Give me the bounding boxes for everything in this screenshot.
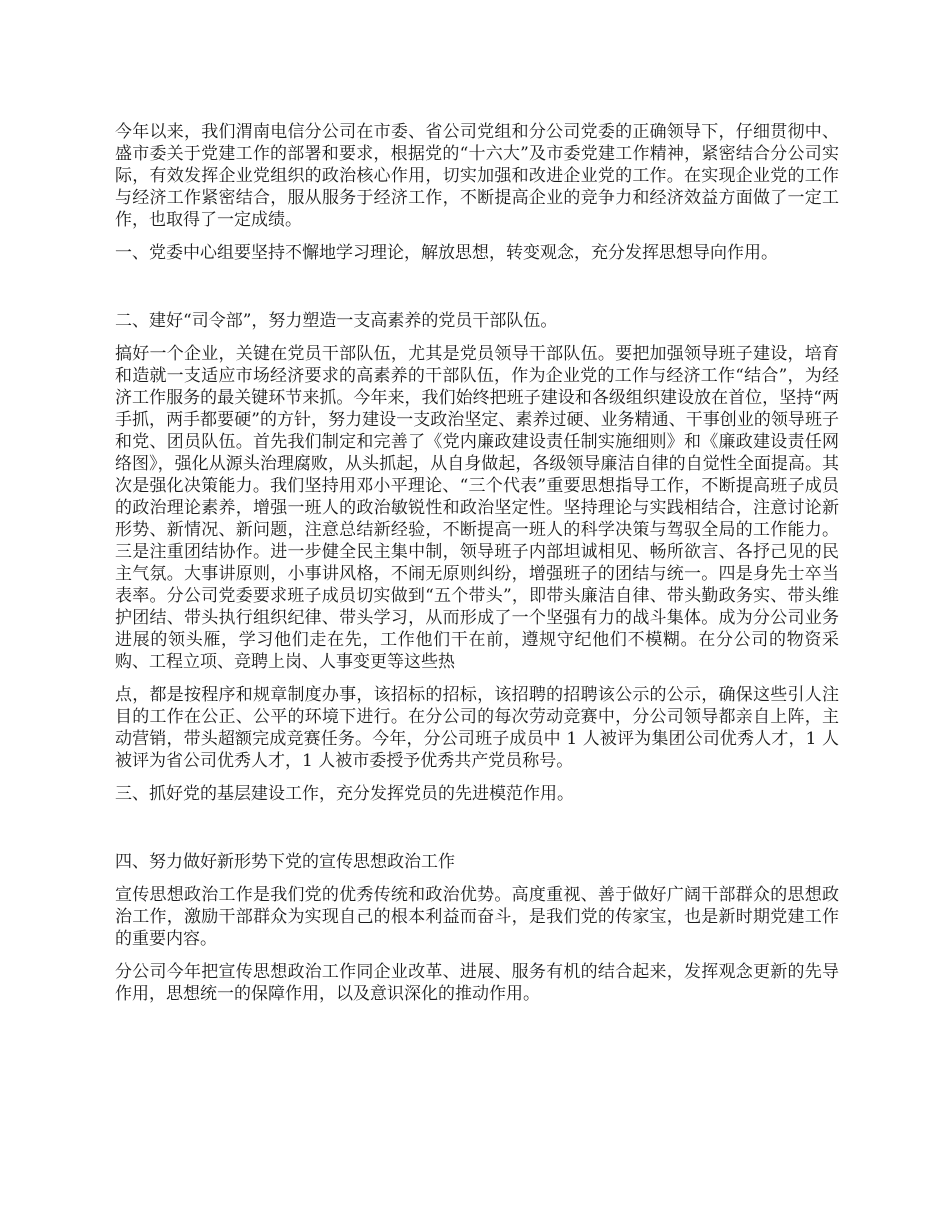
- section-4-paragraph-2: 分公司今年把宣传思想政治工作同企业改革、进展、服务有机的结合起来，发挥观念更新的先导作用，思想统一的保障作用，以及意识深化的推动作用。: [115, 962, 839, 1004]
- spacer: [115, 950, 839, 961]
- intro-paragraph: 今年以来，我们渭南电信分公司在市委、省公司党组和分公司党委的正确领导下，仔细贯彻中、盛市委关于党建工作的部署和要求，根据党的“十六大”及市委党建工作精神，紧密结合分公司实际，有效发挥企业党组织的政治核心作用，切实加强和改进企业党的工作。在实现企业党的工作与经济工作紧密结合，服从服务于经济工作，不断提高企业的竞争力和经济效益方面做了一定工作，也取得了一定成绩。: [115, 122, 839, 230]
- spacer: [115, 805, 839, 851]
- section-heading-4: 四、努力做好新形势下党的宣传思想政治工作: [115, 852, 455, 872]
- document-body: [115, 121, 839, 1005]
- spacer: [115, 873, 839, 884]
- spacer: [115, 231, 839, 242]
- section-4-paragraph-1: 宣传思想政治工作是我们党的优秀传统和政治优势。高度重视、善于做好广阔干部群众的思想政治工作，激励干部群众为实现自己的根本利益而奋斗，是我们党的传家宝，也是新时期党建工作的重要内容。: [115, 885, 839, 949]
- section-heading-3: 三、抓好党的基层建设工作，充分发挥党员的先进模范作用。: [115, 784, 574, 804]
- section-heading-1: 一、党委中心组要坚持不懈地学习理论，解放思想，转变观念，充分发挥思想导向作用。: [115, 243, 778, 263]
- spacer: [115, 772, 839, 783]
- spacer: [115, 673, 839, 684]
- spacer: [115, 332, 839, 343]
- section-2-paragraph-1: 搞好一个企业，关键在党员干部队伍，尤其是党员领导干部队伍。要把加强领导班子建设，培育和造就一支适应市场经济要求的高素养的干部队伍，作为企业党的工作与经济工作“结合”，为经济工作服务的最关键环节来抓。今年来，我们始终把班子建设和各级组织建设放在首位，坚持“两手抓，两手都要硬”的方针，努力建设一支政治坚定、素养过硬、业务精通、干事创业的领导班子和党、团员队伍。首先我们制定和完善了《党内廉政建设责任制实施细则》和《廉政建设责任网络图》，强化从源头治理腐败，从头抓起，从自身做起，各级领导廉洁自律的自觉性全面提高。其次是强化决策能力。我们坚持用邓小平理论、“三个代表”重要思想指导工作，不断提高班子成员的政治理论素养，增强一班人的政治敏锐性和政治坚定性。坚持理论与实践相结合，注意讨论新形势、新情况、新问题，注意总结新经验，不断提高一班人的科学决策与驾驭全局的工作能力。三是注重团结协作。进一步健全民主集中制，领导班子内部坦诚相见、畅所欲言、各抒己见的民主气氛。大事讲原则，小事讲风格，不闹无原则纠纷，增强班子的团结与统一。四是身先士卒当表率。分公司党委要求班子成员切实做到“五个带头”，即带头廉洁自律、带头勤政务实、带头维护团结、带头执行组织纪律、带头学习，从而形成了一个坚强有力的战斗集体。成为分公司业务进展的领头雁，学习他们走在先，工作他们干在前，遵规守纪他们不模糊。在分公司的物资采购、工程立项、竞聘上岗、人事变更等这些热: [115, 344, 839, 672]
- section-2-paragraph-2: 点，都是按程序和规章制度办事，该招标的招标，该招聘的招聘该公示的公示，确保这些引人注目的工作在公正、公平的环境下进行。在分公司的每次劳动竞赛中，分公司领导都亲自上阵，主动营销，带头超额完成竞赛任务。今年，分公司班子成员中 1 人被评为集团公司优秀人才，1 人被评为省公司优秀人才，1 人被市委授予优秀共产党员称号。: [115, 685, 839, 771]
- section-heading-2: 二、建好“司令部”，努力塑造一支高素养的党员干部队伍。: [115, 311, 558, 331]
- spacer: [115, 264, 839, 310]
